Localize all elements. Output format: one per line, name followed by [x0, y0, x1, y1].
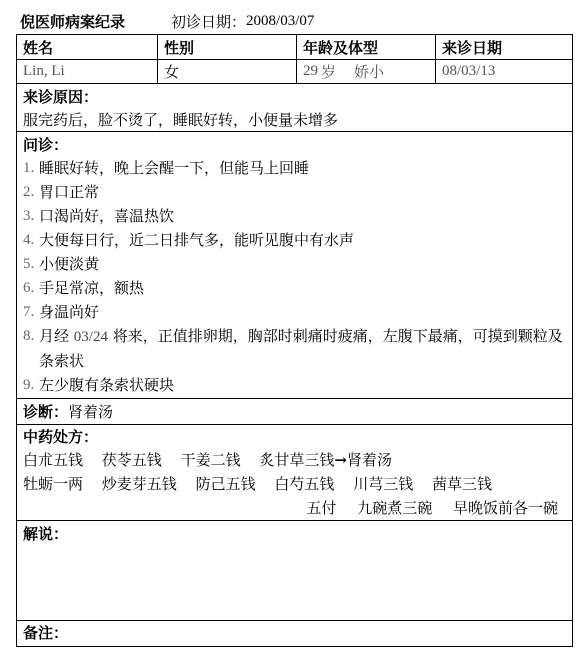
patient-age: 29: [303, 63, 318, 79]
symptom-item: 4. 大便每日行，近二日排气多，能听见腹中有水声: [23, 231, 355, 249]
reason-section: [17, 84, 572, 132]
patient-gender: 女: [158, 60, 297, 83]
symptom-list: [17, 156, 572, 397]
patient-name: Lin, Li: [17, 60, 158, 83]
herb-item: 炙甘草三钱: [259, 451, 335, 469]
header-visit-date: 来诊日期: [442, 38, 503, 57]
reason-text: 服完药后，脸不烫了，睡眠好转，小便量未增多: [23, 111, 339, 129]
age-unit: 岁: [321, 65, 337, 81]
symptom-item: 7. 身温尚好: [23, 303, 100, 321]
inquiry-section: [17, 132, 572, 399]
patient-build: 娇小: [354, 65, 385, 81]
header-gender: 性别: [158, 35, 297, 59]
info-value-row: [17, 60, 572, 84]
herb-item: 茜草三钱: [431, 475, 492, 493]
explanation-section: [17, 521, 572, 621]
diagnosis-text: 肾着汤: [68, 403, 114, 421]
herb-item: 川芎三钱: [353, 475, 414, 493]
case-record-sheet: [16, 34, 573, 647]
notes-label: 备注：: [23, 624, 69, 642]
visit-date: 08/03/13: [442, 63, 496, 79]
document-title: 倪医师病案纪录: [20, 12, 126, 31]
dosage-decoction: 九碗煮三碗: [357, 499, 433, 517]
symptom-item: 8. 月经 03/24 将来，正值排卵期，胸部时刺痛时疲痛，左腹下最痛，可摸到颗粒及条索状: [23, 327, 563, 370]
symptom-item: 9. 左少腹有条索状硬块: [23, 376, 175, 394]
diagnosis-label: 诊断：: [23, 402, 69, 421]
arrow-right-icon: →: [334, 451, 347, 469]
dosage-schedule: 早晚饭前各一碗: [452, 499, 558, 517]
symptom-item: 1. 睡眠好转，晚上会醒一下，但能马上回睡: [23, 159, 310, 177]
dosage-count: 五付: [306, 499, 337, 517]
herb-item: 炒麦芽五钱: [101, 475, 177, 493]
inquiry-label: 问诊：: [23, 136, 69, 154]
header-age-build: 年龄及体型: [297, 35, 436, 59]
prescription-label: 中药处方：: [23, 428, 99, 446]
herb-line-1: [17, 448, 572, 472]
symptom-item: 6. 手足常凉，额热: [23, 279, 145, 297]
dosage-line: [17, 496, 572, 520]
explanation-label: 解说：: [23, 525, 69, 543]
herb-item: 干姜二钱: [180, 451, 241, 469]
reason-label: 来诊原因：: [23, 88, 99, 106]
first-visit-label: 初诊日期：: [171, 12, 247, 31]
diagnosis-section: [17, 399, 572, 425]
symptom-item: 5. 小便淡黄: [23, 255, 100, 273]
notes-section: [17, 621, 572, 646]
info-header-row: [17, 35, 572, 60]
formula-name: 肾着汤: [346, 451, 392, 469]
symptom-item: 2. 胃口正常: [23, 183, 100, 201]
first-visit-date: 2008/03/07: [246, 12, 315, 29]
herb-item: 白芍五钱: [274, 475, 335, 493]
symptom-item: 3. 口渴尚好，喜温热饮: [23, 207, 175, 225]
herb-item: 防己五钱: [195, 475, 256, 493]
herb-line-2: [17, 472, 572, 496]
patient-age-build: [297, 60, 436, 83]
prescription-section: [17, 425, 572, 521]
herb-item: 牡蛎一两: [23, 475, 84, 493]
title-row: [20, 9, 314, 33]
header-name: 姓名: [17, 35, 158, 59]
herb-item: 茯苓五钱: [101, 451, 162, 469]
herb-item: 白朮五钱: [23, 451, 84, 469]
